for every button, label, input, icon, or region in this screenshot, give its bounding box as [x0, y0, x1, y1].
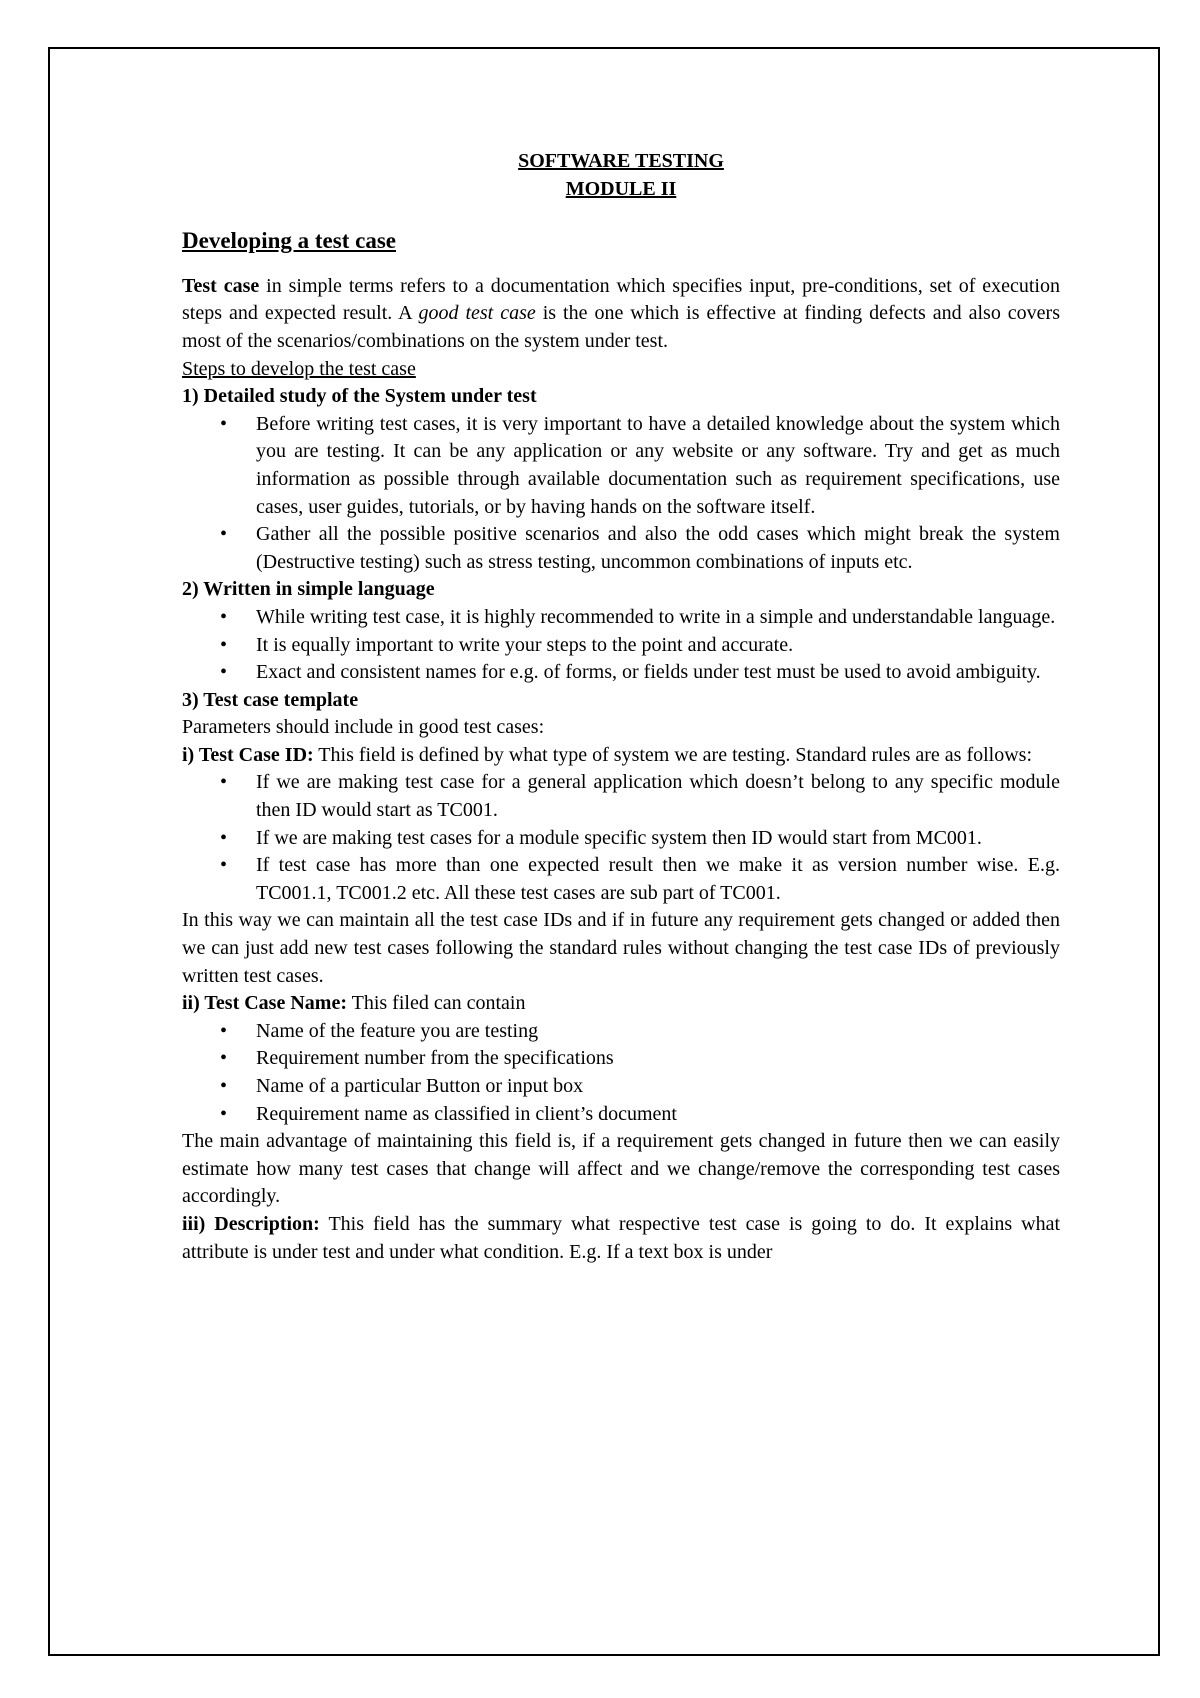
module-title: MODULE II — [565, 177, 677, 200]
test-case-name-paragraph: ii) Test Case Name: This filed can contain — [182, 992, 526, 1015]
document-title: SOFTWARE TESTING — [518, 150, 724, 172]
section-2-list — [182, 604, 1060, 687]
list-item: • Gather all the possible positive scenarios and also the odd cases which might break the system (Destructive testing) such as stress testing, uncommon combinations of inputs etc. — [256, 521, 1060, 576]
parameters-line: Parameters should include in good test cases: — [182, 716, 545, 739]
steps-label: Steps to develop the test case — [182, 357, 416, 380]
list-item: • If test case has more than one expected result then we make it as version number wise. E.g. TC001.1, TC001.2 etc. All these test cases are sub part of TC001. — [256, 852, 1060, 907]
section-3-title: 3) Test case template — [182, 688, 359, 711]
list-item: • While writing test case, it is highly recommended to write in a simple and understandable language. — [256, 604, 1060, 632]
test-case-name-list — [182, 1018, 1060, 1128]
intro-paragraph: Test case in simple terms refers to a documentation which specifies input, pre-conditions, set of execution steps and expected result. A good test case is the one which is effective at finding defects and also covers most of the scenarios/combinations on the system under test. — [182, 274, 1061, 352]
description-paragraph: iii) Description: This field has the summary what respective test case is going to do. It explains what attribute is under test and under what condition. E.g. If a text box is under — [182, 1212, 1060, 1263]
section-1-list — [182, 411, 1060, 577]
list-item: • Before writing test cases, it is very important to have a detailed knowledge about the system which you are testing. It can be any application or any website or any software. Try and get as much information as possible through available documentation such as requirement specifications, use cases, user guides, tutorials, or by having hands on the software itself. — [256, 411, 1060, 521]
list-item: • Name of the feature you are testing — [256, 1018, 1060, 1046]
document-body — [182, 148, 1060, 1266]
list-item: • If we are making test cases for a module specific system then ID would start from MC001. — [256, 825, 1060, 853]
list-item: • If we are making test case for a general application which doesn’t belong to any specific module then ID would start as TC001. — [256, 769, 1060, 824]
list-item: • Requirement number from the specifications — [256, 1045, 1060, 1073]
list-item: • It is equally important to write your steps to the point and accurate. — [256, 632, 1060, 660]
test-case-id-summary: In this way we can maintain all the test case IDs and if in future any requirement gets changed or added then we can just add new test cases following the standard rules without changing the test case IDs of previously written test cases. — [182, 909, 1060, 987]
section-1-title: 1) Detailed study of the System under test — [182, 385, 537, 408]
list-item: • Exact and consistent names for e.g. of forms, or fields under test must be used to avoid ambiguity. — [256, 659, 1060, 687]
list-item: • Requirement name as classified in client’s document — [256, 1101, 1060, 1129]
test-case-name-summary: The main advantage of maintaining this field is, if a requirement gets changed in future then we can easily estimate how many test cases that change will affect and we change/remove the corresponding test cases accordingly. — [182, 1130, 1060, 1208]
list-item: • Name of a particular Button or input box — [256, 1073, 1060, 1101]
section-heading: Developing a test case — [182, 228, 396, 254]
section-2-title: 2) Written in simple language — [182, 578, 435, 601]
test-case-id-paragraph: i) Test Case ID: This field is defined by what type of system we are testing. Standard rules are as follows: — [182, 743, 1033, 766]
test-case-id-list — [182, 769, 1060, 907]
